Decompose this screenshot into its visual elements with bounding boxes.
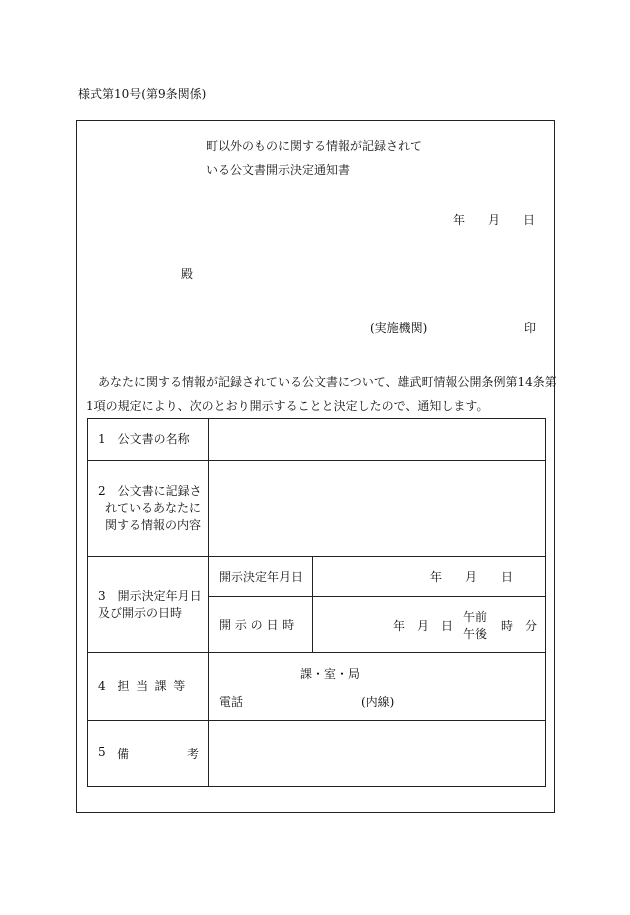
- decision-date-label: 開示決定年月日: [219, 570, 304, 584]
- addressee-honorific: 殿: [181, 267, 194, 281]
- am-label: 午前: [463, 609, 488, 624]
- issuing-organization-label: (実施機関): [370, 321, 428, 335]
- department-value-cell[interactable]: [209, 653, 546, 721]
- disclosure-datetime-label-cell: [209, 597, 313, 653]
- decision-day-label: 日: [501, 569, 514, 584]
- table-row: [88, 557, 546, 597]
- table-row: [88, 461, 546, 557]
- disclosure-month-label: 月: [417, 618, 430, 633]
- document-title-line-1: 町以外のものに関する情報が記録されて: [206, 139, 423, 153]
- document-name-label-cell: [88, 419, 209, 461]
- date-day-label: 日: [523, 213, 536, 227]
- remarks-value-cell[interactable]: [209, 721, 546, 787]
- disclosure-datetime-value-cell[interactable]: [313, 597, 546, 653]
- decision-date-value-cell[interactable]: [313, 557, 546, 597]
- department-label-cell: [88, 653, 209, 721]
- phone-label: 電話: [219, 694, 244, 709]
- body-text-line-2: 1項の規定により、次のとおり開示することと決定したので、通知します。: [86, 399, 489, 413]
- minute-label: 分: [525, 618, 538, 633]
- disclosure-day-label: 日: [441, 618, 454, 633]
- disclosure-datetime-label: 開 示 の 日 時: [219, 618, 295, 632]
- hour-label: 時: [501, 618, 514, 633]
- notice-table: [87, 418, 546, 787]
- document-name-value-cell[interactable]: [209, 419, 546, 461]
- info-content-label-cell: [88, 461, 209, 557]
- date-month-label: 月: [488, 213, 501, 227]
- disclosure-date-label-line-1: 3 開示決定年月日: [98, 588, 202, 603]
- remarks-label-char-1: 備: [117, 746, 130, 761]
- seal-mark: 印: [524, 321, 537, 335]
- info-content-label-line-1: 2 公文書に記録さ: [98, 484, 202, 498]
- remarks-label-cell: [88, 721, 209, 787]
- date-year-label: 年: [453, 213, 466, 227]
- disclosure-year-label: 年: [393, 618, 406, 633]
- extension-label: (内線): [361, 694, 395, 709]
- info-content-label-line-2: れているあなたに: [105, 501, 202, 515]
- document-title-line-2: いる公文書開示決定通知書: [206, 163, 351, 177]
- document-name-label: 1 公文書の名称: [98, 432, 190, 446]
- info-content-value-cell[interactable]: [209, 461, 546, 557]
- department-unit-label: 課・室・局: [300, 666, 361, 681]
- disclosure-date-label-line-2: 及び開示の日時: [98, 605, 183, 620]
- decision-month-label: 月: [465, 569, 478, 584]
- department-label: 担当課等: [117, 679, 192, 693]
- disclosure-date-label-cell: [88, 557, 209, 653]
- table-row: [88, 419, 546, 461]
- remarks-label-number: 5: [98, 744, 106, 759]
- table-row: [88, 721, 546, 787]
- decision-date-label-cell: [209, 557, 313, 597]
- info-content-label-line-3: 関する情報の内容: [105, 518, 202, 532]
- table-row: [88, 653, 546, 721]
- body-text-line-1: あなたに関する情報が記録されている公文書について、雄武町情報公開条例第14条第: [98, 375, 557, 389]
- decision-year-label: 年: [430, 569, 443, 584]
- remarks-label-char-2: 考: [187, 746, 200, 761]
- pm-label: 午後: [463, 626, 488, 641]
- form-number-label: 様式第10号(第9条関係): [78, 87, 207, 101]
- department-label-number: 4: [98, 679, 106, 693]
